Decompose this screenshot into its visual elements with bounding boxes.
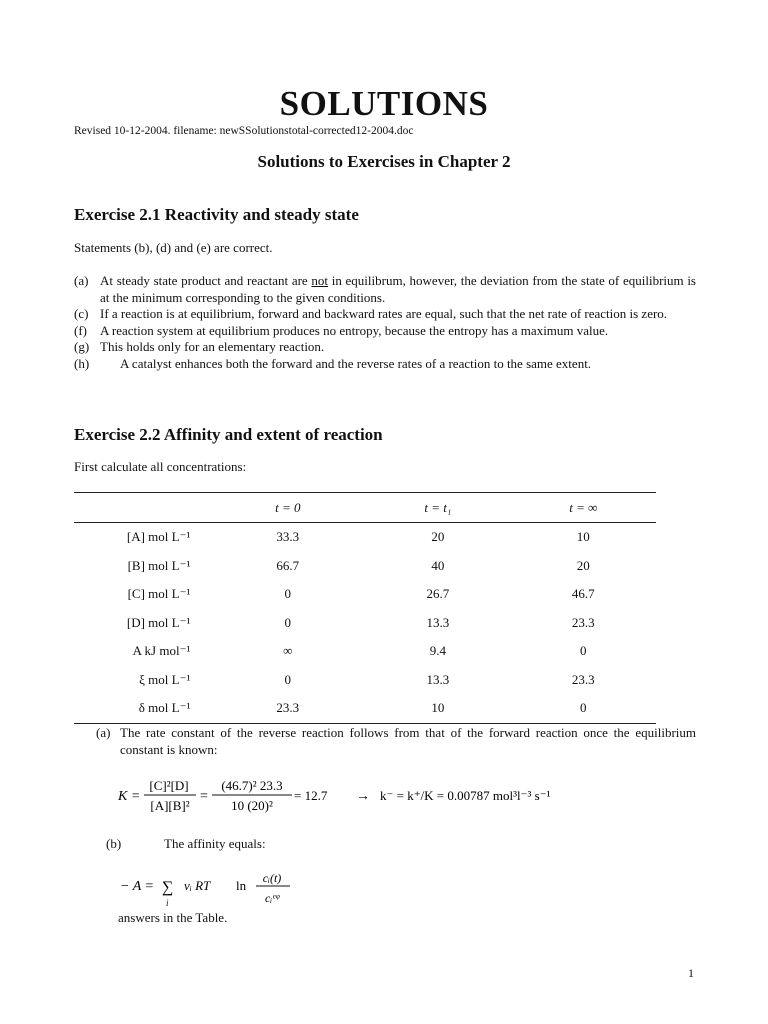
item-label: (h) [74, 355, 90, 371]
emphasis-not: not [311, 273, 329, 288]
item-h [74, 356, 696, 373]
row-label: A kJ mol⁻¹ [132, 643, 191, 659]
table-cell: 0 [284, 614, 292, 630]
table-cell: 9.4 [429, 643, 447, 659]
eq-frac1-num: [C]²[D] [149, 778, 189, 793]
column-header: t = 0 [210, 493, 365, 523]
table-row [74, 694, 656, 723]
row-label: [A] mol L⁻¹ [126, 529, 191, 545]
item-a [74, 273, 696, 306]
table-cell: 10 [365, 694, 510, 723]
table-cell: 20 [576, 557, 590, 573]
part-a [96, 724, 696, 758]
table-cell: 13.3 [426, 671, 450, 687]
table-row [74, 580, 656, 609]
eq-term: νᵢ RT [184, 878, 211, 893]
item-text: A reaction system at equilibrium produces no entropy, because the entropy has a maximum value. [100, 322, 609, 338]
table-cell: 0 [511, 694, 656, 723]
eq-ln-den: cᵢᵉᵠ [264, 891, 280, 905]
chapter-subtitle: Solutions to Exercises in Chapter 2 [257, 152, 511, 171]
item-label: (a) [74, 273, 89, 288]
eq-equals: = [200, 789, 208, 804]
exercise-2-2-intro: First calculate all concentrations: [74, 459, 247, 474]
table-row [74, 609, 656, 638]
table-cell: 13.3 [426, 614, 450, 630]
column-header: t = t₁ [365, 493, 510, 523]
table-cell: 20 [431, 529, 445, 545]
answers-note: answers in the Table. [118, 910, 228, 925]
table-cell: 10 [576, 529, 590, 545]
table-cell: ∞ [283, 643, 293, 659]
item-label: (c) [74, 306, 89, 322]
eq-result: = 12.7 [294, 788, 328, 803]
affinity-equation [118, 866, 318, 910]
row-label: ξ mol L⁻¹ [139, 671, 191, 687]
row-label: [C] mol L⁻¹ [127, 586, 191, 602]
revision-note: Revised 10-12-2004. filename: newSSolutionstotal-corrected12-2004.doc [74, 125, 414, 137]
table-cell: 0 [580, 643, 587, 659]
eq-ln-num: cᵢ(t) [262, 871, 282, 885]
exercise-2-2-heading: Exercise 2.2 Affinity and extent of reaction [74, 425, 383, 444]
arrow-icon: → [356, 789, 370, 804]
page-number: 1 [688, 966, 694, 980]
table-row [74, 637, 656, 666]
table-cell: 33.3 [276, 529, 300, 545]
item-f [74, 323, 696, 340]
row-label: δ mol L⁻¹ [74, 694, 210, 723]
part-b-label: (b) [106, 836, 122, 851]
part-b [106, 836, 266, 852]
exercise-2-1-statement: Statements (b), (d) and (e) are correct. [74, 240, 273, 255]
eq-frac2-num: (46.7)² 23.3 [221, 778, 283, 793]
table-cell: 26.7 [426, 586, 450, 602]
item-label: (g) [74, 339, 90, 355]
table-cell: 23.3 [571, 614, 595, 630]
exercise-2-1-items [74, 273, 696, 373]
eq-k-lhs: K = [118, 789, 141, 804]
table-row [74, 666, 656, 695]
item-text: A catalyst enhances both the forward and the reverse rates of a reaction to the same extent. [120, 355, 592, 371]
eq-rate-constant: k⁻ = k⁺/K = 0.00787 mol³l⁻³ s⁻¹ [380, 788, 551, 803]
part-a-text: The rate constant of the reverse reaction follows from that of the forward reaction once the equilibrium constant is known: [120, 725, 696, 757]
header-blank [74, 493, 210, 523]
item-c [74, 306, 696, 323]
concentration-table [74, 492, 656, 724]
eq-affinity-lhs: − A = [120, 879, 154, 894]
part-b-text: The affinity equals: [164, 836, 266, 851]
row-label: [B] mol L⁻¹ [127, 557, 191, 573]
table-cell: 46.7 [571, 586, 595, 602]
page-title: SOLUTIONS [279, 84, 489, 123]
row-label: [D] mol L⁻¹ [126, 614, 191, 630]
eq-ln: ln [236, 878, 247, 893]
table-header-row [74, 493, 656, 523]
part-a-label: (a) [96, 725, 111, 740]
exercise-2-1-heading: Exercise 2.1 Reactivity and steady state [74, 205, 359, 224]
table-row [74, 552, 656, 581]
table-cell: 0 [284, 671, 292, 687]
table-cell: 66.7 [276, 557, 300, 573]
sum-icon: ∑ [162, 879, 174, 896]
item-label: (f) [74, 322, 87, 338]
table-cell: 23.3 [210, 694, 365, 723]
sum-index: i [166, 898, 169, 908]
item-text: If a reaction is at equilibrium, forward and backward rates are equal, such that the net rate of reaction is zero. [100, 306, 668, 322]
item-text: This holds only for an elementary reaction. [100, 339, 325, 355]
table-row [74, 523, 656, 552]
eq-frac2-den: 10 (20)² [231, 798, 273, 813]
table-cell: 40 [431, 557, 445, 573]
table-cell: 23.3 [571, 671, 595, 687]
item-text: At steady state product and reactant are not in equilibrum, however, the deviation from the state of equilibrium is at the minimum corresponding to the given conditions. [100, 273, 696, 305]
table-cell: 0 [284, 586, 292, 602]
column-header: t = ∞ [511, 493, 656, 523]
eq-frac1-den: [A][B]² [150, 798, 190, 813]
equilibrium-constant-equation [116, 772, 576, 820]
item-g [74, 339, 696, 356]
